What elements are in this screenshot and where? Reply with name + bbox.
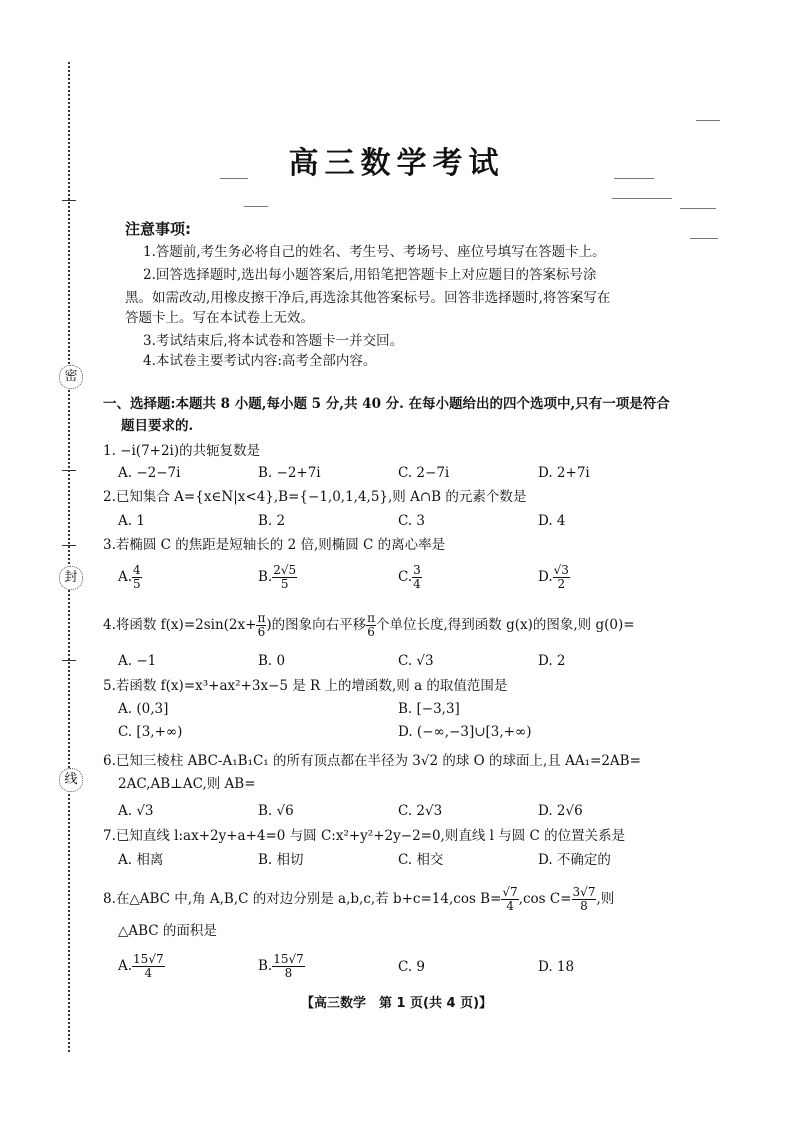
q5-option-d: D. (−∞,−3]∪[3,+∞) — [398, 724, 532, 740]
stem-part: 8.在△ABC 中,角 A,B,C 的对边分别是 a,b,c,若 b+c=14,cos B= — [103, 891, 502, 907]
stem-part: 4.将函数 f(x)=2sin(2x+ — [103, 617, 257, 633]
q6-option-a: A. √3 — [118, 803, 154, 819]
fraction — [256, 612, 266, 639]
option-label: B. — [258, 958, 273, 974]
stem-part: )的图象向右平移 — [266, 617, 367, 633]
stem-part: ,则 — [596, 891, 615, 907]
fraction-numerator: π — [367, 611, 375, 625]
fraction-denominator: 5 — [280, 577, 289, 591]
question-1-stem: 1. −i(7+2i)的共轭复数是 — [103, 443, 261, 459]
q6-option-b: B. √6 — [258, 803, 294, 819]
q4-option-d: D. 2 — [538, 653, 566, 669]
q2-option-a: A. 1 — [118, 513, 145, 529]
binding-tick — [62, 660, 76, 661]
q3-option-c — [398, 564, 422, 591]
fraction-denominator: 6 — [367, 625, 375, 639]
notice-line: 黑。如需改动,用橡皮擦干净后,再选涂其他答案标号。回答非选择题时,将答案写在 — [125, 290, 611, 306]
option-label: C. — [398, 569, 413, 585]
fraction-numerator: 3 — [413, 563, 421, 577]
q7-option-b: B. 相切 — [258, 852, 304, 868]
q4-option-a: A. −1 — [118, 653, 157, 669]
scan-artifact — [696, 120, 720, 121]
q5-option-c: C. [3,+∞) — [118, 724, 183, 740]
question-2-stem: 2.已知集合 A={x∈N|x<4},B={−1,0,1,4,5},则 A∩B 的元素个数是 — [103, 489, 527, 505]
q7-option-c: C. 相交 — [398, 852, 444, 868]
question-6-stem: 6.已知三棱柱 ABC-A₁B₁C₁ 的所有顶点都在半径为 3√2 的球 O 的球面上,且 AA₁=2AB= — [103, 753, 641, 769]
fraction — [366, 612, 376, 639]
fraction-denominator: 8 — [580, 899, 588, 913]
option-label: B. — [258, 569, 273, 585]
q3-option-d — [538, 564, 570, 591]
notice-heading: 注意事项: — [125, 220, 191, 238]
q8-option-c: C. 9 — [398, 959, 426, 975]
scan-artifact — [612, 198, 672, 199]
fraction — [501, 886, 518, 913]
q1-option-c: C. 2−7i — [398, 465, 450, 481]
notice-line: 2.回答选择题时,选出每小题答案后,用铅笔把答题卡上对应题目的答案标号涂 — [143, 267, 597, 283]
q6-option-d: D. 2√6 — [538, 803, 583, 819]
q7-option-a: A. 相离 — [118, 852, 164, 868]
option-label: D. — [538, 569, 553, 585]
stem-part: ,cos C= — [518, 891, 572, 907]
binding-tick — [62, 470, 76, 471]
fraction-denominator: 8 — [284, 966, 293, 980]
binding-char-feng: 封 — [59, 566, 83, 590]
q8-option-d: D. 18 — [538, 959, 575, 975]
scan-artifact — [244, 206, 268, 207]
section-heading-cont: 题目要求的. — [121, 418, 194, 434]
fraction-numerator: 15√7 — [133, 952, 164, 966]
notice-line: 3.考试结束后,将本试卷和答题卡一并交回。 — [143, 333, 404, 349]
question-7-stem: 7.已知直线 l:ax+2y+a+4=0 与圆 C:x²+y²+2y−2=0,则直线 l 与圆 C 的位置关系是 — [103, 828, 626, 844]
fraction — [132, 953, 165, 980]
option-label: A. — [118, 569, 133, 585]
q2-option-d: D. 4 — [538, 513, 566, 529]
fraction-numerator: 3√7 — [572, 885, 596, 899]
scan-artifact — [680, 208, 716, 209]
page-footer: 【高三数学 第 1 页(共 4 页)】 — [300, 996, 493, 1011]
notice-line: 答题卡上。写在本试卷上无效。 — [125, 310, 314, 326]
fraction-denominator: 4 — [506, 899, 514, 913]
fraction-denominator: 6 — [257, 625, 266, 639]
fraction-denominator: 2 — [557, 577, 566, 591]
q1-option-b: B. −2+7i — [258, 465, 321, 481]
binding-tick — [62, 200, 76, 201]
question-4-stem — [103, 612, 635, 639]
notice-line: 4.本试卷主要考试内容:高考全部内容。 — [143, 353, 377, 369]
q3-option-a — [118, 564, 142, 591]
q1-option-d: D. 2+7i — [538, 465, 590, 481]
exam-title: 高三数学考试 — [288, 146, 505, 181]
q5-option-a: A. (0,3] — [118, 701, 169, 717]
fraction-numerator: π — [257, 611, 266, 625]
fraction-numerator: 15√7 — [273, 952, 304, 966]
fraction-denominator: 4 — [413, 577, 421, 591]
fraction — [553, 564, 570, 591]
q1-option-a: A. −2−7i — [118, 465, 181, 481]
question-8-stem — [103, 886, 614, 913]
q3-option-b — [258, 564, 297, 591]
q8-option-b — [258, 953, 305, 980]
question-6-stem-cont: 2AC,AB⊥AC,则 AB= — [118, 776, 256, 792]
fraction-numerator: √3 — [553, 563, 569, 577]
fraction — [272, 953, 305, 980]
q4-option-b: B. 0 — [258, 653, 286, 669]
q4-option-c: C. √3 — [398, 653, 434, 669]
fraction — [132, 564, 142, 591]
fraction-denominator: 4 — [144, 966, 153, 980]
question-8-stem-cont: △ABC 的面积是 — [118, 923, 217, 939]
fraction — [572, 886, 597, 913]
fraction-numerator: 2√5 — [273, 563, 297, 577]
fraction-numerator: √7 — [502, 885, 518, 899]
binding-char-mi: 密 — [59, 365, 83, 389]
fraction — [412, 564, 422, 591]
q5-option-b: B. [−3,3] — [398, 701, 460, 717]
fraction-denominator: 5 — [133, 577, 141, 591]
stem-part: 个单位长度,得到函数 g(x)的图象,则 g(0)= — [376, 617, 635, 633]
fraction — [272, 564, 297, 591]
q7-option-d: D. 不确定的 — [538, 852, 611, 868]
question-5-stem: 5.若函数 f(x)=x³+ax²+3x−5 是 R 上的增函数,则 a 的取值范围是 — [103, 678, 508, 694]
q2-option-b: B. 2 — [258, 513, 286, 529]
binding-dotted-line — [68, 62, 70, 1052]
scan-artifact — [690, 238, 718, 239]
option-label: A. — [118, 958, 133, 974]
binding-char-xian: 线 — [59, 768, 83, 792]
q2-option-c: C. 3 — [398, 513, 426, 529]
binding-tick — [62, 545, 76, 546]
q8-option-a — [118, 953, 165, 980]
notice-line: 1.答题前,考生务必将自己的姓名、考生号、考场号、座位号填写在答题卡上。 — [143, 244, 606, 260]
question-3-stem: 3.若椭圆 C 的焦距是短轴长的 2 倍,则椭圆 C 的离心率是 — [103, 537, 446, 553]
section-heading: 一、选择题:本题共 8 小题,每小题 5 分,共 40 分. 在每小题给出的四个选项中,只有一项是符合 — [103, 396, 670, 412]
q6-option-c: C. 2√3 — [398, 803, 443, 819]
fraction-numerator: 4 — [133, 563, 141, 577]
